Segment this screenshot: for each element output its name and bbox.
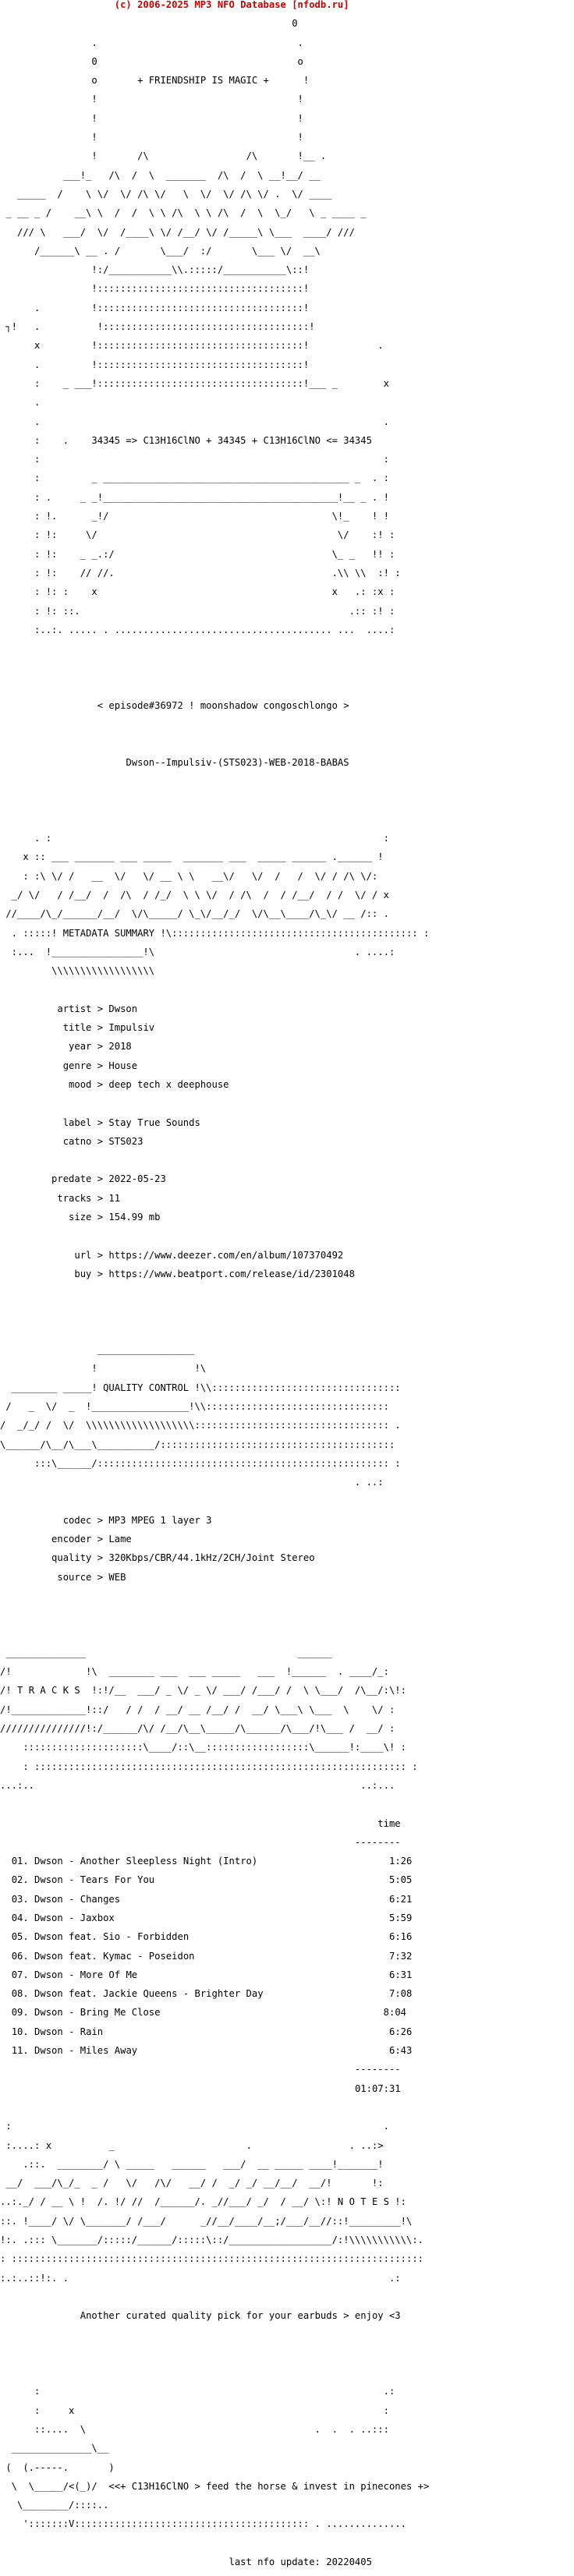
blank-line (0, 682, 574, 692)
blank-line (0, 2103, 574, 2112)
track-time: 6:21 (388, 1893, 413, 1905)
art-line: : :::::::::::::::::::::::::::::::::::::::::::::::::::::::::::::::::::::::: (0, 2253, 423, 2265)
track-time: 6:43 (388, 2045, 413, 2057)
art-line: ':::::::V::::::::::::::::::::::::::::::::::::::::: . .............. (0, 2518, 406, 2530)
track-row (0, 1951, 574, 1961)
art-line: :... !________________!\ . ....: (0, 946, 395, 957)
meta-value-genre: House (108, 1060, 138, 1071)
track-number: 02. (11, 1874, 29, 1886)
meta-row: title > Impulsiv (0, 1022, 155, 1034)
track-time: 1:26 (388, 1856, 413, 1867)
art-line: //____/\_/______/__/ \/\_____/ \_\/__/_/ \/\__\____/\_\/ __ /:: . (0, 908, 389, 920)
art-line: ! !\ (0, 1363, 207, 1375)
last-update-line (0, 2557, 574, 2567)
meta-row: label > Stay True Sounds (0, 1116, 200, 1128)
art-line: : _ ___________________________________________ _ . : (0, 472, 389, 484)
art-line: . (0, 397, 41, 409)
meta-value-label: Stay True Sounds (108, 1116, 200, 1128)
meta-value-artist: Dwson (108, 1003, 138, 1014)
art-line: 0 (0, 18, 298, 30)
art-line: 0 o (0, 55, 303, 67)
art-line: . !::::::::::::::::::::::::::::::::::::! (0, 359, 310, 370)
track-time: 7:32 (388, 1950, 413, 1962)
meta-value-predate: 2022-05-23 (108, 1173, 166, 1185)
signoff-line: \ \_____/<(_)/ <<+ C13H16ClNO > feed the horse & invest in pinecones +> (0, 2480, 430, 2492)
track-number: 06. (11, 1950, 29, 1962)
deezer-link[interactable]: https://www.deezer.com/en/album/107370492 (108, 1249, 344, 1261)
meta-value-catno: STS023 (108, 1135, 144, 1147)
blank-line (0, 720, 574, 729)
beatport-link[interactable]: https://www.beatport.com/release/id/2301048 (108, 1268, 355, 1279)
art-line: :::\______/::::::::::::::::::::::::::::::::::::::::::::::::::: : (0, 1457, 401, 1469)
track-title: Dwson feat. Sio - Forbidden (34, 1931, 190, 1943)
track-title: Dwson - Miles Away (34, 2045, 138, 2057)
blank-line (0, 644, 574, 653)
track-number: 03. (11, 1893, 29, 1905)
art-line: /// \ ___/ \/ /____\ \/ /__/ \/ /_____\ \___ ____/ /// (0, 226, 355, 238)
meta-row: url > https://www.deezer.com/en/album/107370492 (0, 1249, 344, 1261)
blank-line (0, 795, 574, 805)
track-number: 08. (11, 1988, 29, 2000)
blank-line (0, 1799, 574, 1809)
art-line: ┐! . !::::::::::::::::::::::::::::::::::::! (0, 321, 315, 333)
art-line: ! ! (0, 112, 303, 124)
art-line: . . (0, 416, 389, 427)
release-line (0, 758, 574, 767)
art-line: _/ \/ / /__/ / /\ / /_/ \ \ \/ / /\ / / /__/ / / \/ / x (0, 889, 389, 901)
art-line: .::. ________/ \ _____ ______ ___/ __ _____ ____!_______! (0, 2158, 384, 2170)
quality-value-quality: 320Kbps/CBR/44.1kHz/2CH/Joint Stereo (108, 1552, 315, 1564)
track-number: 10. (11, 2026, 29, 2037)
meta-row: mood > deep tech x deephouse (0, 1078, 229, 1090)
art-line: ! ! (0, 132, 303, 143)
meta-row: genre > House (0, 1060, 138, 1071)
track-row (0, 1875, 574, 1884)
art-line: _________________ (0, 1344, 195, 1356)
meta-row: buy > https://www.beatport.com/release/id/2301048 (0, 1268, 355, 1279)
quality-section-label: QUALITY CONTROL (103, 1382, 190, 1393)
art-line: /! !\ ________ ___ ___ _____ ___ !______ . ____/_: (0, 1666, 389, 1678)
art-line: . !::::::::::::::::::::::::::::::::::::! (0, 302, 310, 313)
art-line: !:. .::: \_______/:::::/______/:::::\::/__________________/:!\\\\\\\\\\\:. (0, 2235, 423, 2246)
total-time: 01:07:31 (354, 2082, 401, 2094)
episode-title: < episode#36972 ! moonshadow congoschlongo > (97, 699, 349, 711)
blank-line (0, 663, 574, 672)
track-title: Dwson feat. Jackie Queens - Brighter Day (34, 1988, 264, 2000)
blank-line (0, 2368, 574, 2377)
track-time: 5:05 (388, 1874, 413, 1886)
blank-line (0, 1231, 574, 1240)
track-title: Dwson - Rain (34, 2026, 104, 2037)
track-number: 04. (11, 1912, 29, 1923)
track-row (0, 1856, 574, 1866)
art-line: _____ / \ \/ \/ /\ \/ \ \/ \/ /\ \/ . \/ ____ (0, 188, 332, 200)
blank-line (0, 1155, 574, 1165)
notes-section-label: N O T E S (337, 2196, 389, 2208)
blank-line (0, 2330, 574, 2340)
art-line: / _/_/ / \/ \\\\\\\\\\\\\\\\\\\:::::::::::::::::::::::::::::::::: . (0, 1420, 401, 1431)
art-line: : !: // //. .\\ \\ :! : (0, 567, 401, 579)
tracks-section-label: T R A C K S (17, 1685, 80, 1697)
blank-line (0, 1629, 574, 1639)
track-title: Dwson - Jaxbox (34, 1912, 115, 1923)
art-line: : !: ::. .:: :! : (0, 605, 395, 617)
meta-row: artist > Dwson (0, 1003, 138, 1014)
meta-value-year: 2018 (108, 1041, 132, 1053)
art-line: \\\\\\\\\\\\\\\\\\ (0, 965, 155, 977)
total-time-line (0, 2084, 574, 2093)
release-name: Dwson--Impulsiv-(STS023)-WEB-2018-BABAS (126, 756, 349, 768)
track-number: 05. (11, 1931, 29, 1943)
art-line: : !: \/ \/ :! : (0, 529, 395, 541)
meta-row: tracks > 11 (0, 1192, 121, 1204)
art-line: ::. !____/ \/ \_______/ /___/ _//__/____/__;/___/__//::!_________!\ (0, 2215, 413, 2227)
blank-line (0, 1307, 574, 1316)
art-line: : . (0, 2121, 389, 2132)
art-line: / _ \/ _ !_________________!\\:::::::::::::::::::::::::::::::: (0, 1400, 389, 1412)
quality-header-line: ________ _____! QUALITY CONTROL !\\::::::::::::::::::::::::::::::::: (0, 1382, 401, 1393)
quality-row: source > WEB (0, 1571, 126, 1583)
tracks-header-line: /! T R A C K S !:!/__ ___/ _ \/ _ \/ ___/ /___/ / \ \___/ /\__/:\!: (0, 1685, 406, 1697)
art-line: : :\ \/ / __ \/ \/ __ \ \ __\/ \/ / / \/ / /\ \/: (0, 870, 378, 882)
quality-row: codec > MP3 MPEG 1 layer 3 (0, 1514, 212, 1526)
notes-text: Another curated quality pick for your earbuds > enjoy <3 (80, 2310, 401, 2322)
art-line: /______\ __ . / \___/ :/ \___ \/ __\ (0, 245, 321, 257)
blank-line (0, 777, 574, 786)
track-row (0, 2027, 574, 2036)
copyright-link[interactable]: (c) 2006-2025 MP3 NFO Database [nfodb.ru] (114, 0, 349, 10)
meta-value-size: 154.99 mb (108, 1212, 161, 1223)
blank-line (0, 2292, 574, 2302)
art-line: ______________ ______ (0, 1647, 332, 1658)
quality-row: encoder > Lame (0, 1534, 132, 1545)
track-time: 5:59 (388, 1912, 413, 1923)
track-row (0, 1895, 574, 1904)
track-row (0, 1989, 574, 1998)
tagline-line: o + FRIENDSHIP IS MAGIC + ! (0, 75, 310, 87)
art-line: ::.... \ . . . ..::: (0, 2424, 389, 2435)
track-time: 6:26 (388, 2026, 413, 2037)
art-line: : _ ___!::::::::::::::::::::::::::::::::::::!___ _ x (0, 377, 389, 389)
art-line: : !: _ _.:/ \_ _ !! : (0, 548, 395, 560)
quality-row: quality > 320Kbps/CBR/44.1kHz/2CH/Joint Stereo (0, 1552, 315, 1564)
art-line: : . _ _!_________________________________________!__ _ . ! (0, 491, 389, 503)
art-line: :::::::::::::::::::::\____/::\__::::::::::::::::::\______!:____\! : (0, 1742, 406, 1753)
divider: -------- (0, 2064, 401, 2075)
art-line: x !::::::::::::::::::::::::::::::::::::! . (0, 340, 384, 352)
notes-text-line (0, 2311, 574, 2320)
meta-value-mood: deep tech x deephouse (108, 1078, 229, 1090)
metadata-header-line: . :::::! METADATA SUMMARY !\::::::::::::::::::::::::::::::::::::::::::: : (0, 927, 430, 939)
copyright-line[interactable] (0, 0, 574, 9)
track-time: 8:04 (383, 2007, 407, 2019)
formula: 34345 => C13H16ClNO + 34345 + C13H16ClNO <= 34345 (91, 434, 372, 446)
art-line: !::::::::::::::::::::::::::::::::::::! (0, 283, 310, 295)
art-line: . ..: (0, 1477, 384, 1488)
blank-line (0, 2349, 574, 2358)
time-header-line (0, 1819, 574, 1828)
art-line: ___!_ /\ / \ _______ /\ / \ __!__/ __ (0, 169, 321, 181)
art-line: . . (0, 37, 303, 48)
track-row (0, 1970, 574, 1980)
blank-line (0, 1099, 574, 1108)
art-line: !:/___________\\.:::::/___________\::! (0, 264, 310, 276)
art-line: : !: : x x .: :x : (0, 586, 395, 598)
meta-row: year > 2018 (0, 1041, 132, 1053)
blank-line (0, 815, 574, 824)
art-line: :....: x _ . . ..:> (0, 2139, 384, 2151)
art-line: _ __ _ / __\ \ / / \ \ /\ \ \ /\ / \ \_/ \ _ ____ _ (0, 207, 367, 219)
blank-line (0, 1288, 574, 1297)
signoff-text: <<+ C13H16ClNO > feed the horse & invest in pinecones +> (108, 2480, 430, 2492)
track-row (0, 1913, 574, 1923)
notes-header-line: ..:._/ / __ \ ! /. !/ // /______/. _//___/ _/ / __/ \:! N O T E S !: (0, 2196, 406, 2208)
blank-line (0, 985, 574, 994)
meta-value-tracks: 11 (108, 1192, 121, 1204)
track-row (0, 2008, 574, 2017)
track-title: Dwson - Changes (34, 1893, 121, 1905)
divider: -------- (0, 1836, 401, 1848)
track-number: 01. (11, 1856, 29, 1867)
track-title: Dwson - Tears For You (34, 1874, 155, 1886)
quality-value-codec: MP3 MPEG 1 layer 3 (108, 1514, 212, 1526)
metadata-section-label: METADATA SUMMARY (62, 927, 155, 939)
meta-value-title: Impulsiv (108, 1022, 155, 1034)
last-update: last nfo update: 20220405 (229, 2557, 372, 2568)
art-line: \________/::::.. (0, 2500, 109, 2511)
art-line: :.:..::!:. . .: (0, 2272, 401, 2284)
art-line: : !. _!/ \!_ ! ! (0, 511, 389, 522)
meta-row: size > 154.99 mb (0, 1212, 161, 1223)
track-title: Dwson - Bring Me Close (34, 2007, 161, 2019)
art-line: x :: ___ _______ ___ _____ _______ ___ _____ ______ .______ ! (0, 851, 384, 863)
blank-line (0, 1591, 574, 1601)
episode-line (0, 701, 574, 710)
track-time: 6:16 (388, 1931, 413, 1943)
track-row (0, 1932, 574, 1941)
signoff-line: ( (.-----. ) (0, 2461, 115, 2473)
track-row (0, 2046, 574, 2055)
blank-line (0, 2539, 574, 2548)
track-number: 07. (11, 1969, 29, 1980)
art-line: ! /\ /\ !__ . (0, 150, 327, 162)
track-time: 7:08 (388, 1988, 413, 2000)
art-line: /!_____________!::/ / / / __/ __ /__/ / __/ \___\ \___ \ \/ : (0, 1704, 395, 1715)
meta-row: catno > STS023 (0, 1135, 144, 1147)
art-line: __/ ___/\_/_ _ / \/ /\/ __/ / _/ _/ __/__/ __/! !: (0, 2178, 384, 2189)
art-line: ...:.. ..:... (0, 1779, 395, 1791)
blank-line (0, 739, 574, 748)
blank-line (0, 1326, 574, 1336)
track-title: Dwson feat. Kymac - Poseidon (34, 1950, 195, 1962)
art-line: ______________\__ (0, 2443, 109, 2454)
track-title: Dwson - Another Sleepless Night (Intro) (34, 1856, 258, 1867)
art-line: : .: (0, 2386, 395, 2397)
art-line: \______/\__/\___\__________/::::::::::::::::::::::::::::::::::::::::: (0, 1438, 395, 1450)
art-line: : ::::::::::::::::::::::::::::::::::::::::::::::::::::::::::::::::: : (0, 1760, 418, 1772)
art-line: ///////////////!:/______/\/ /__/\__\_____/\______/\___/!\___ / __/ : (0, 1723, 395, 1735)
art-line: ! ! (0, 94, 303, 105)
time-column-header: time (377, 1817, 401, 1829)
art-line: . : : (0, 833, 389, 844)
tagline: + FRIENDSHIP IS MAGIC + (137, 75, 269, 87)
blank-line (0, 1496, 574, 1506)
meta-row: predate > 2022-05-23 (0, 1173, 166, 1185)
formula-line: : . 34345 => C13H16ClNO + 34345 + C13H16ClNO <= 34345 (0, 434, 372, 446)
track-number: 11. (11, 2045, 29, 2057)
track-number: 09. (11, 2007, 29, 2019)
track-time: 6:31 (388, 1969, 413, 1980)
quality-value-encoder: Lame (108, 1534, 132, 1545)
art-line: : x : (0, 2404, 389, 2416)
art-line: : : (0, 454, 389, 465)
blank-line (0, 1610, 574, 1619)
quality-value-source: WEB (108, 1571, 126, 1583)
art-line: :..:. ..... . ...................................... ... ....: (0, 624, 395, 635)
track-title: Dwson - More Of Me (34, 1969, 138, 1980)
